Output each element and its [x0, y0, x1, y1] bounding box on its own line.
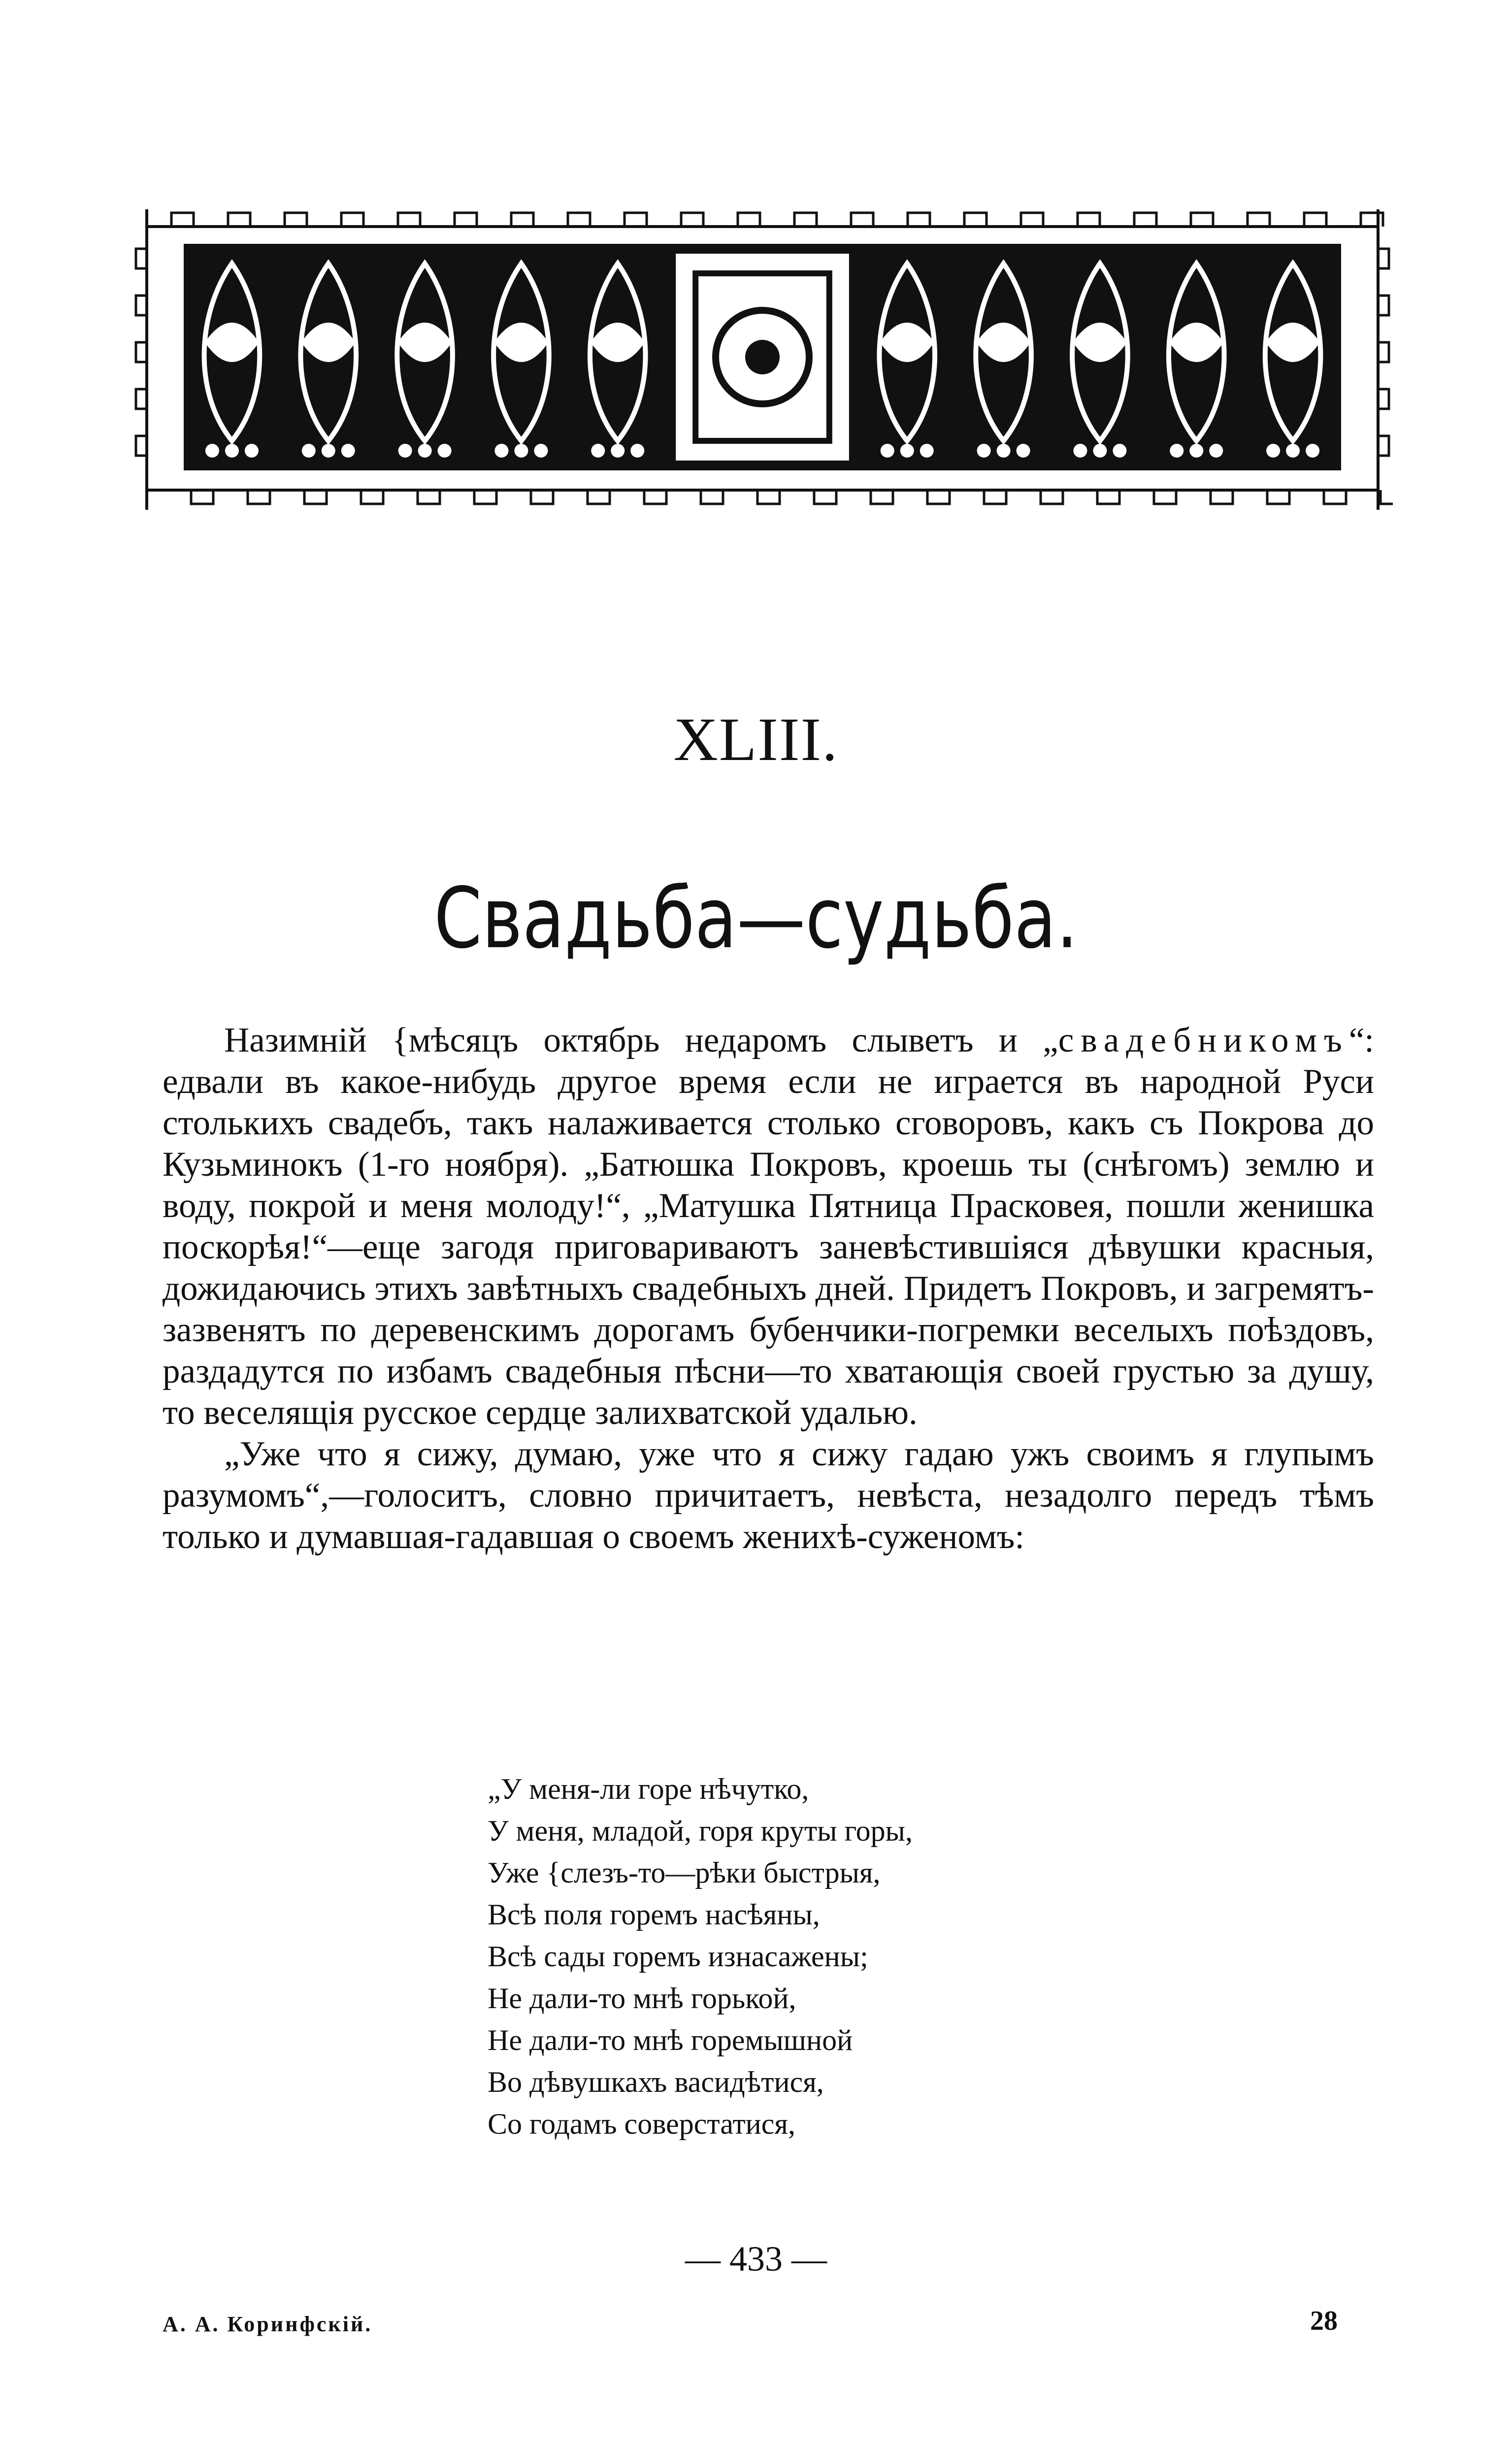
- spaced-word: свадебникомъ: [1058, 1021, 1349, 1059]
- chapter-number: XLIII.: [673, 706, 839, 774]
- paragraph-2: „Уже что я сижу, думаю, уже что я сижу гадаю ужъ своимъ я глупымъ разумомъ“,—голоситъ, словно причитаетъ, невѣста, незадолго передъ тѣмъ только и думавшая-гадавшая о своемъ женихѣ-суженомъ:: [163, 1435, 1374, 1556]
- verse-line: Во дѣвушкахъ васидѣтися,: [488, 2066, 824, 2098]
- verse-line: Не дали-то мнѣ горемышной: [488, 2024, 853, 2056]
- chapter-title: Свадьба—судьба.: [434, 870, 1078, 967]
- verse-block: [488, 1768, 1276, 2145]
- verse-line: Не дали-то мнѣ горькой,: [488, 1982, 796, 2015]
- verse-line: Со годамъ соверстатися,: [488, 2108, 796, 2140]
- verse-line: Всѣ поля горемъ насѣяны,: [488, 1898, 820, 1931]
- paragraph-1: [163, 1020, 1374, 1433]
- paragraph-1-start: Назимній {мѣсяцъ октябрь недаромъ слыветъ и „: [224, 1021, 1058, 1059]
- ornamental-header-band: [132, 195, 1393, 529]
- paragraph-1-rest: “: едвали въ какое-нибудь другое время если не играется въ народной Руси столькихъ свадебъ, такъ налаживается столько сговоровъ, какъ съ Покрова до Кузьминокъ (1-го ноября). „Батюшка Покровъ, кроешь ты (снѣгомъ) землю и воду, покрой и меня молоду!“, „Матушка Пятница Прасковея, пошли женишка поскорѣя!“—еще загодя приговариваютъ заневѣстившіяся дѣвушки красныя, дожидаючись этихъ завѣтныхъ свадебныхъ дней. Придетъ Покровъ, и загремятъ-зазвенятъ по деревенскимъ дорогамъ бубенчики-погремки веселыхъ поѣздовъ, раздадутся по избамъ свадебныя пѣсни—то хватающія своей грустью за душу, то веселящія русское сердце залихватской удалью.: [163, 1021, 1374, 1432]
- body-text: [163, 1020, 1374, 1557]
- verse-line: Всѣ сады горемъ изнасажены;: [488, 1940, 868, 1973]
- verse-line: „У меня-ли горе нѣчутко,: [488, 1773, 809, 1805]
- verse-line: У меня, младой, горя круты горы,: [488, 1815, 913, 1847]
- author-signature: А. А. Коринфскій.: [163, 2312, 373, 2336]
- page-number: — 433 —: [685, 2239, 827, 2279]
- ornament-graphic: [132, 195, 1393, 529]
- sheet-number: 28: [1310, 2306, 1338, 2336]
- verse-line: Уже {слезъ-то—рѣки быстрыя,: [488, 1856, 881, 1889]
